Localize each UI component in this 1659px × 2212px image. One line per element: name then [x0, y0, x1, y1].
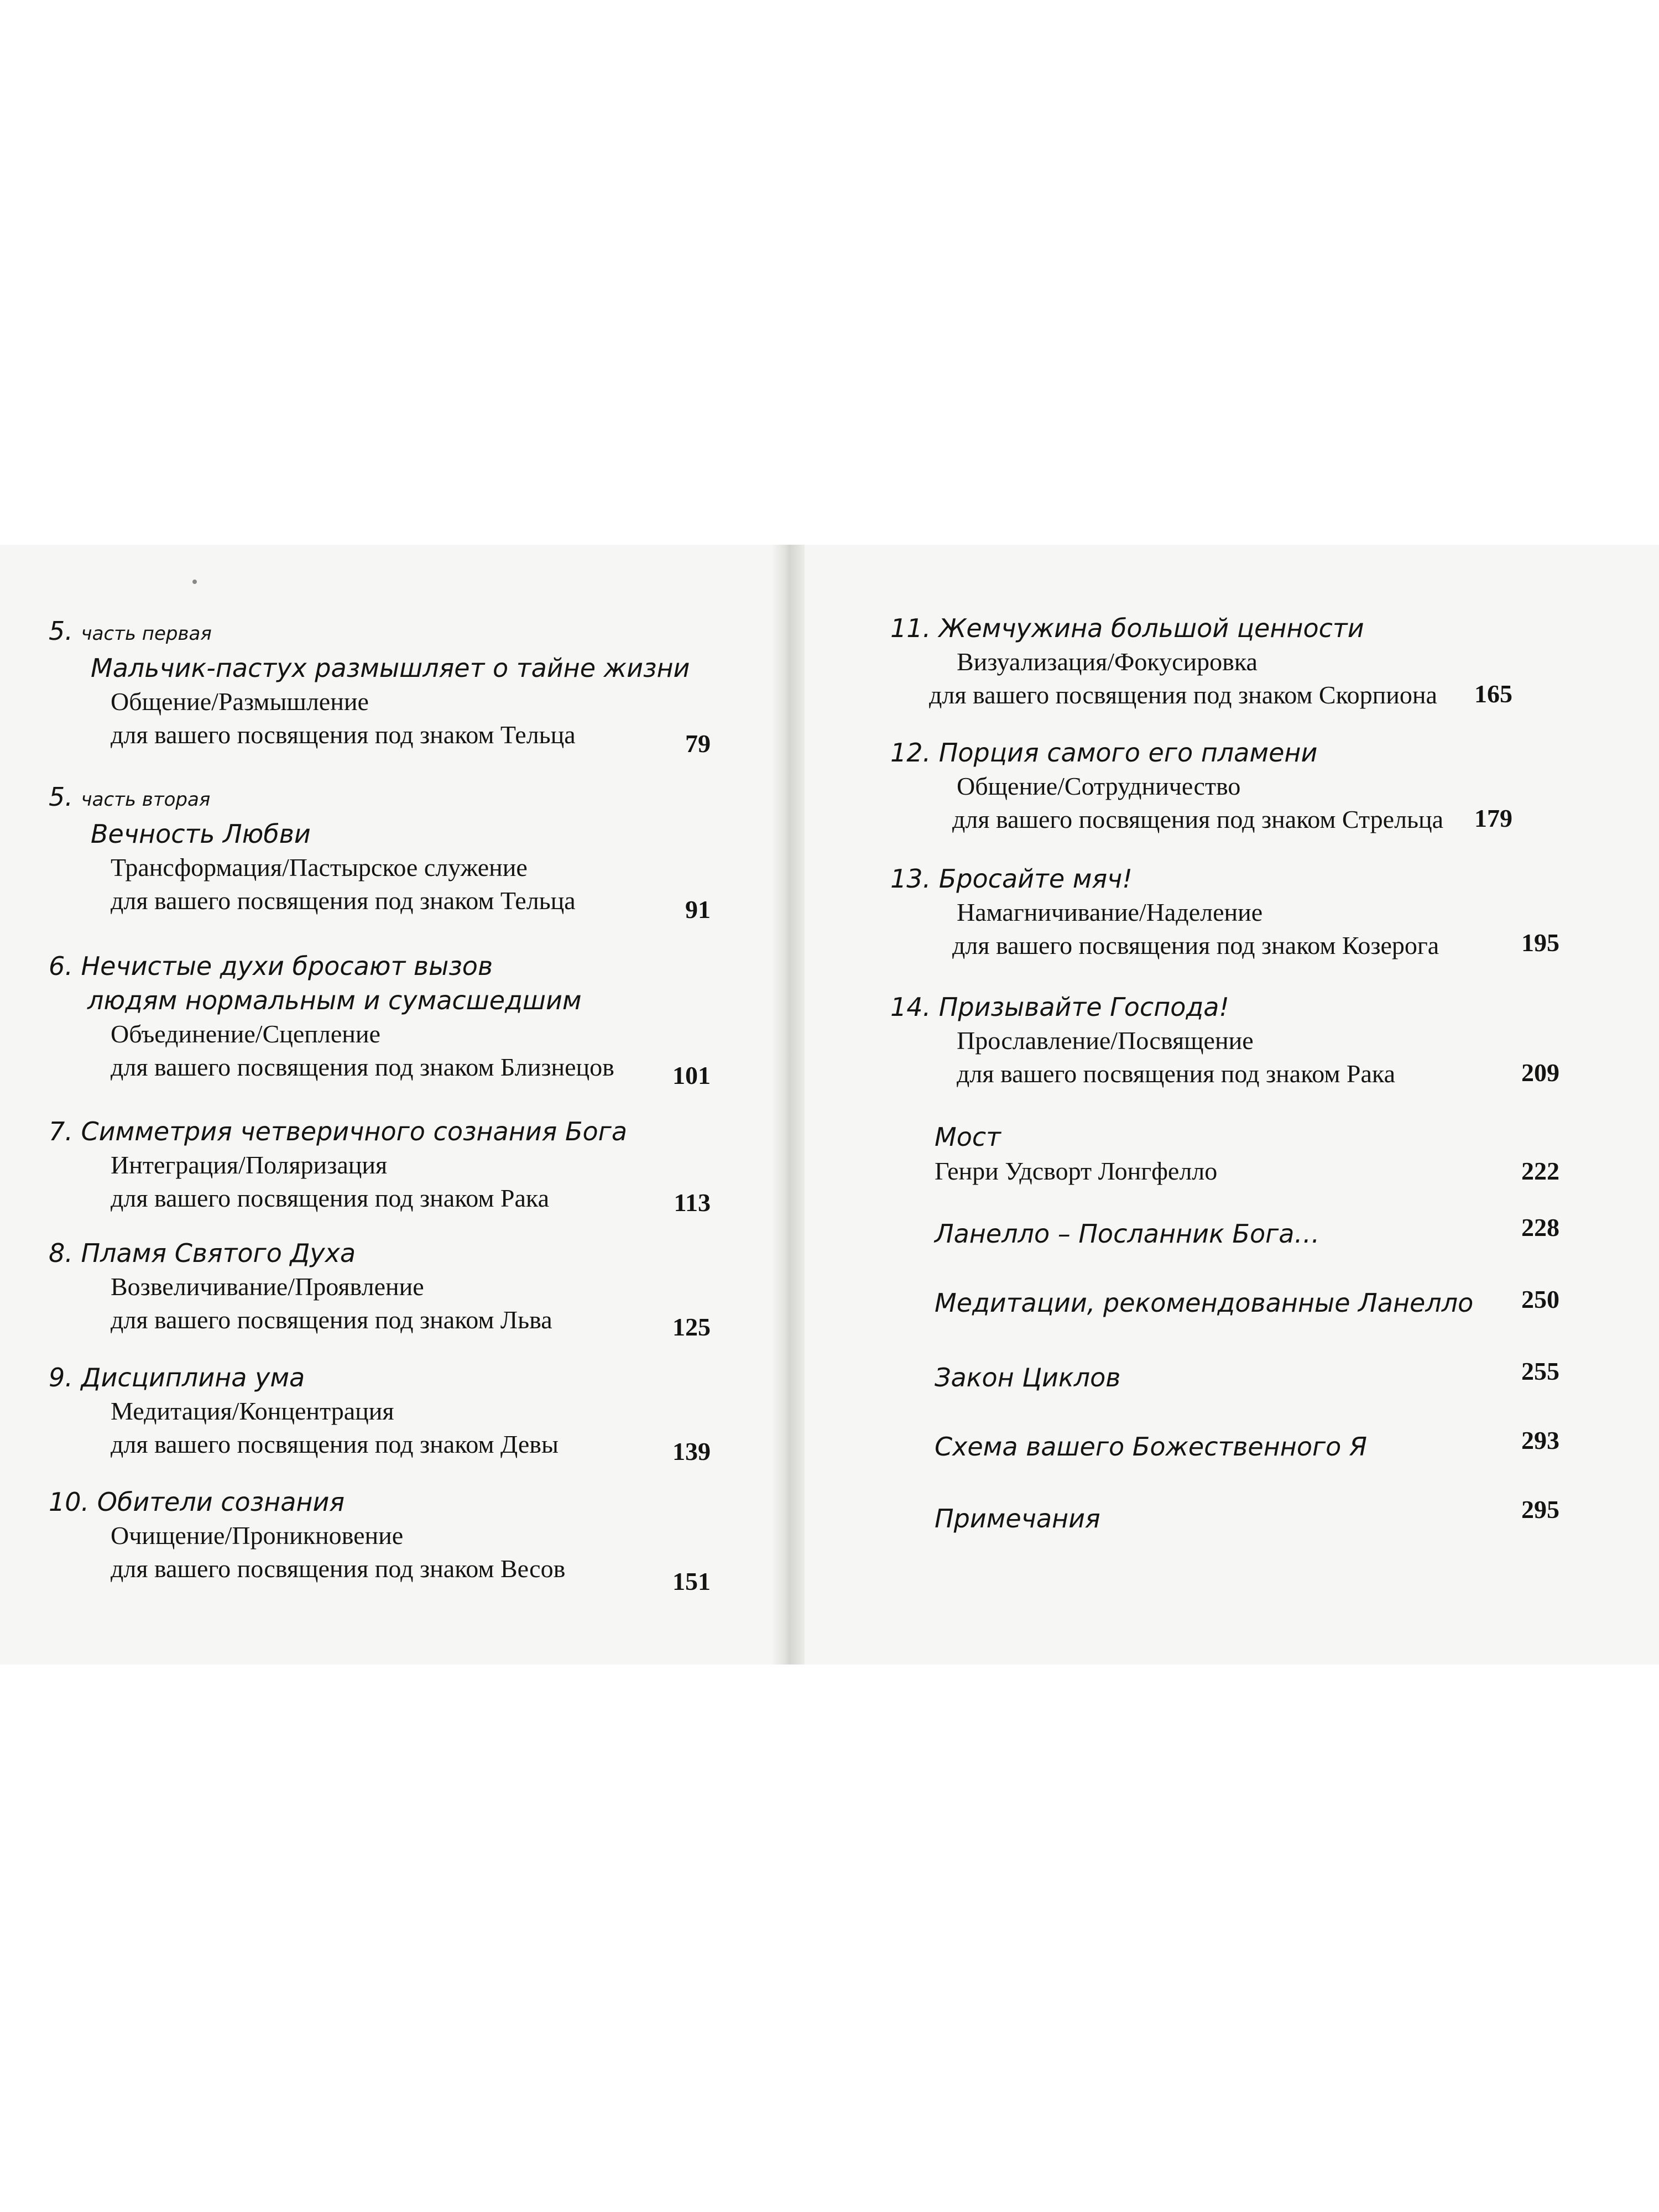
toc-entry-5 — [49, 1236, 552, 1337]
entry-title: Пламя Святого Духа — [81, 1238, 356, 1268]
entry-subtitle: Медитация/Концентрация — [111, 1397, 394, 1425]
entry-part: часть вторая — [81, 789, 211, 811]
entry-title: Призывайте Господа! — [938, 992, 1229, 1022]
toc-entry-2 — [49, 780, 576, 917]
book-gutter — [771, 545, 805, 1665]
entry-line: для вашего посвящения под знаком Скорпиона — [929, 681, 1437, 709]
page-number: 209 — [1521, 1058, 1559, 1087]
entry-line: для вашего посвящения под знаком Рака — [111, 1184, 550, 1212]
entry-subtitle: Объединение/Сцепление — [111, 1020, 380, 1048]
entry-line: для вашего посвящения под знаком Весов — [111, 1554, 566, 1583]
entry-title-continued: людям нормальным и сумасшедшим — [87, 985, 582, 1015]
toc-entry-12 — [890, 735, 1443, 836]
entry-title: Порция самого его пламени — [938, 738, 1318, 768]
appendix-item-chart: Схема вашего Божественного Я — [935, 1432, 1367, 1462]
appendix-item-meditations: Медитации, рекомендованные Ланелло — [935, 1288, 1474, 1318]
entry-subtitle: Прославление/Посвящение — [957, 1026, 1254, 1055]
appendix-item-law-of-cycles: Закон Циклов — [935, 1363, 1121, 1392]
entry-line: для вашего посвящения под знаком Козерога — [952, 931, 1439, 959]
entry-number: 14. — [890, 992, 931, 1022]
entry-title: Симметрия четверичного сознания Бога — [81, 1117, 628, 1146]
appendix-item-notes: Примечания — [935, 1504, 1100, 1533]
bridge-label: Мост — [935, 1122, 1001, 1152]
entry-number: 9. — [49, 1363, 73, 1392]
entry-line: для вашего посвящения под знаком Стрельца — [952, 805, 1444, 833]
page-number: 113 — [674, 1188, 711, 1217]
toc-entry-4 — [49, 1114, 627, 1215]
entry-number: 11. — [890, 613, 931, 643]
entry-number: 8. — [49, 1238, 73, 1268]
entry-subtitle: Намагничивание/Наделение — [957, 898, 1263, 926]
toc-entry-11 — [890, 611, 1437, 712]
page-number: 295 — [1521, 1495, 1559, 1524]
page-number: 195 — [1521, 928, 1559, 957]
toc-entry-6 — [49, 1360, 559, 1461]
page-number: 228 — [1521, 1213, 1559, 1241]
entry-title: Нечистые духи бросают вызов — [81, 951, 493, 981]
entry-line: для вашего посвящения под знаком Тельца — [111, 721, 576, 749]
toc-entry-13 — [890, 862, 1439, 962]
entry-title: Обители сознания — [97, 1487, 345, 1517]
entry-title: Жемчужина большой ценности — [938, 613, 1364, 643]
page-number: 165 — [1474, 680, 1512, 708]
toc-entry-14 — [890, 990, 1395, 1091]
page-number: 91 — [685, 895, 711, 924]
entry-part: часть первая — [81, 623, 212, 645]
bridge-author: Генри Удсворт Лонгфелло — [935, 1157, 1218, 1185]
entry-number: 12. — [890, 738, 931, 768]
entry-number: 6. — [49, 951, 73, 981]
entry-number: 13. — [890, 864, 931, 894]
entry-line: для вашего посвящения под знаком Тельца — [111, 886, 576, 915]
entry-subtitle: Трансформация/Пастырское служение — [111, 853, 528, 881]
page-number: 255 — [1521, 1357, 1559, 1385]
toc-entry-7 — [49, 1485, 565, 1585]
entry-subtitle: Очищение/Проникновение — [111, 1521, 404, 1550]
entry-number: 7. — [49, 1117, 73, 1146]
entry-number: 5. — [49, 782, 73, 812]
entry-number: 5. — [49, 616, 73, 646]
entry-line: для вашего посвящения под знаком Близнецов — [111, 1053, 614, 1081]
speck-mark — [192, 580, 197, 584]
entry-title: Вечность Любви — [91, 819, 311, 849]
entry-number: 10. — [49, 1487, 90, 1517]
appendix-item-lanello: Ланелло – Посланник Бога… — [935, 1219, 1320, 1249]
toc-entry-3 — [49, 949, 614, 1084]
entry-subtitle: Общение/Размышление — [111, 687, 369, 716]
page-number: 179 — [1474, 804, 1512, 832]
page-number: 139 — [672, 1437, 711, 1465]
page-number: 293 — [1521, 1426, 1559, 1454]
page-number: 151 — [672, 1567, 711, 1595]
entry-subtitle: Визуализация/Фокусировка — [957, 648, 1258, 676]
page-number: 222 — [1521, 1157, 1559, 1185]
page-number: 125 — [672, 1313, 711, 1341]
entry-subtitle: Общение/Сотрудничество — [957, 772, 1241, 800]
page-number: 79 — [685, 729, 711, 758]
page-number: 101 — [672, 1061, 711, 1089]
entry-line: для вашего посвящения под знаком Льва — [111, 1306, 552, 1334]
page-number: 250 — [1521, 1285, 1559, 1313]
toc-entry-1 — [49, 614, 690, 752]
entry-line: для вашего посвящения под знаком Девы — [111, 1430, 559, 1458]
entry-subtitle: Интеграция/Поляризация — [111, 1151, 388, 1179]
entry-title: Бросайте мяч! — [938, 864, 1133, 894]
entry-subtitle: Возвеличивание/Проявление — [111, 1272, 424, 1301]
entry-title: Дисциплина ума — [81, 1363, 305, 1392]
entry-line: для вашего посвящения под знаком Рака — [957, 1060, 1396, 1088]
entry-title: Мальчик-пастух размышляет о тайне жизни — [91, 653, 690, 683]
